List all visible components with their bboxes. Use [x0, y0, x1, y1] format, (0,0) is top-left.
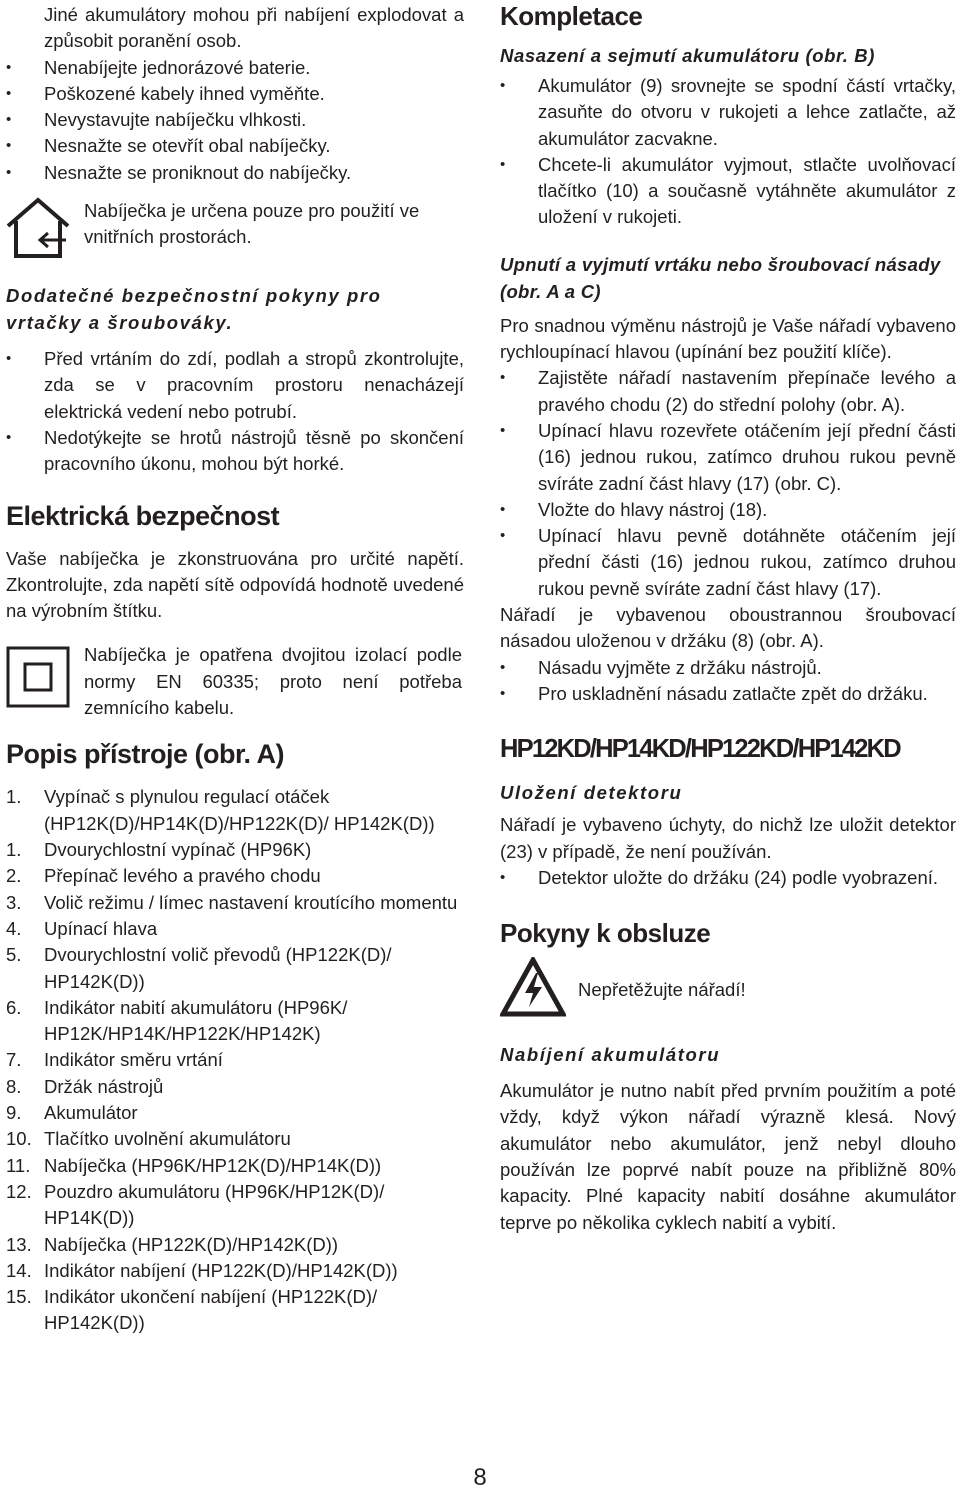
item-text: Indikátor nabití akumulátoru (HP96K/ HP12K/HP14K/HP122K/HP142K) — [44, 996, 348, 1045]
list-item — [6, 1179, 464, 1232]
list-item — [6, 1232, 464, 1258]
item-number: 11. — [6, 1154, 31, 1176]
list-item: • Násadu vyjměte z držáku nástrojů. — [500, 655, 956, 681]
item-number: 4. — [6, 917, 22, 939]
item-number: 12. — [6, 1180, 32, 1202]
item-text: Volič režimu / límec nastavení kroutícího momentu — [44, 891, 458, 913]
left-column — [6, 0, 464, 1337]
item-text: Držák nástrojů — [44, 1075, 164, 1097]
item-text: Pouzdro akumulátoru (HP96K/HP12K(D)/ HP14K(D)) — [44, 1180, 385, 1229]
intro-continuation: Jiné akumulátory mohou při nabíjení explodovat a způsobit poranění osob. — [44, 4, 464, 52]
battery-subheading: Nasazení a sejmutí akumulátoru (obr. B) — [500, 45, 875, 66]
item-number: 5. — [6, 944, 22, 966]
list-item — [6, 942, 464, 995]
list-item: • Nevystavujte nabíječku vlhkosti. — [6, 107, 464, 133]
extra-safety-list — [6, 346, 464, 477]
item-number: 7. — [6, 1049, 22, 1071]
item-text: Dvourychlostní vypínač (HP96K) — [44, 839, 312, 861]
item-number: 14. — [6, 1259, 32, 1281]
list-item: • Nesnažte se proniknout do nabíječky. — [6, 160, 464, 186]
item-text: Indikátor ukončení nabíjení (HP122K(D)/ HP142K(D)) — [44, 1286, 378, 1334]
list-item — [6, 890, 464, 916]
list-item: • Pro uskladnění násadu zatlačte zpět do držáku. — [500, 681, 956, 707]
electric-warning-icon — [500, 957, 566, 1017]
detector-list — [500, 865, 956, 891]
item-text: Vypínač s plynulou regulací otáček (HP12K(D)/HP14K(D)/HP122K(D)/ HP142K(D)) — [44, 786, 435, 834]
list-item: • Chcete-li akumulátor vyjmout, stlačte uvolňovací tlačítko (10) a současně vytáhněte akumulátor z uložení v rukojeti. — [500, 152, 956, 231]
holder-list — [500, 655, 956, 708]
list-item — [6, 1074, 464, 1100]
item-number: 8. — [6, 1075, 22, 1097]
item-number: 2. — [6, 865, 22, 887]
detector-subheading: Uložení detektoru — [500, 782, 683, 804]
bit-list — [500, 365, 956, 602]
item-text: Dvourychlostní volič převodů (HP122K(D)/ HP142K(D)) — [44, 944, 392, 992]
item-text: Indikátor směru vrtání — [44, 1049, 223, 1071]
charging-text: Akumulátor je nutno nabít před prvním použitím a poté vždy, když výkon nářadí výrazně klesá. Nový akumulátor nebo akumulátor, jenž nebyl dlouho používán lze poprvé nabít pouze na přibližně 80% kapacity. Plné kapacity nabití dosáhne akumulátor teprve po několika cyklech nabití a vybití. — [500, 1080, 956, 1233]
list-item — [6, 995, 464, 1048]
battery-list — [500, 73, 956, 231]
item-number: 1. — [6, 839, 22, 861]
list-item: • Upínací hlavu rozevřete otáčením její přední části (16) jednou rukou, zatímco druhou rukou pevně svíráte zadní část hlavy (17) (obr. C). — [500, 418, 956, 497]
list-item: • Poškozené kabely ihned vyměňte. — [6, 81, 464, 107]
item-text: Nabíječka (HP122K(D)/HP142K(D)) — [44, 1233, 339, 1255]
models-heading: HP12KD/HP14KD/HP122KD/HP142KD — [500, 735, 900, 764]
list-item — [6, 1258, 464, 1284]
right-column — [500, 0, 956, 1236]
item-number: 1. — [6, 786, 22, 808]
indoor-note-row — [6, 196, 464, 258]
list-item: • Před vrtáním do zdí, podlah a stropů zkontrolujte, zda se v pracovním prostoru nenacházejí elektrická vedení nebo potrubí. — [6, 346, 464, 425]
list-item: • Zajistěte nářadí nastavením přepínače levého a pravého chodu (2) do střední polohy (obr. A). — [500, 365, 956, 418]
operation-heading: Pokyny k obsluze — [500, 918, 711, 949]
item-number: 6. — [6, 996, 22, 1018]
charger-safety-list — [6, 55, 464, 186]
list-item — [6, 863, 464, 889]
item-text: Akumulátor — [44, 1102, 138, 1124]
list-item — [6, 1126, 464, 1152]
list-item: • Akumulátor (9) srovnejte se spodní částí vrtačky, zasuňte do otvoru v rukojeti a lehce zatlačte, až akumulátor zacvakne. — [500, 73, 956, 152]
indoor-note: Nabíječka je určena pouze pro použití ve vnitřních prostorách. — [84, 200, 420, 248]
list-item — [6, 1100, 464, 1126]
item-text: Upínací hlava — [44, 917, 158, 939]
parts-list — [6, 784, 464, 1336]
list-item: • Vložte do hlavy nástroj (18). — [500, 497, 956, 523]
item-number: 9. — [6, 1102, 22, 1124]
double-insulation-icon — [6, 646, 70, 708]
item-text: Tlačítko uvolnění akumulátoru — [44, 1128, 291, 1150]
electrical-safety-text: Vaše nabíječka je zkonstruována pro určité napětí. Zkontrolujte, zda napětí sítě odpovídá hodnotě uvedené na výrobním štítku. — [6, 547, 464, 622]
overload-note: Nepřetěžujte nářadí! — [578, 979, 746, 1001]
item-text: Indikátor nabíjení (HP122K(D)/HP142K(D)) — [44, 1259, 398, 1281]
list-item: • Nesnažte se otevřít obal nabíječky. — [6, 133, 464, 159]
bit-text: Pro snadnou výměnu nástrojů je Vaše nářadí vybaveno rychloupínací hlavou (upínání bez použití klíče). — [500, 314, 956, 363]
double-insulation-row — [6, 644, 464, 728]
electrical-safety-heading: Elektrická bezpečnost — [6, 500, 280, 531]
list-item — [6, 837, 464, 863]
list-item: • Upínací hlavu pevně dotáhněte otáčením její přední části (16) jednou rukou, zatímco druhou rukou pevně svíráte zadní část hlavy (17). — [500, 523, 956, 602]
list-item — [6, 916, 464, 942]
item-text: Nabíječka (HP96K/HP12K(D)/HP14K(D)) — [44, 1154, 382, 1176]
list-item: • Nenabíjejte jednorázové baterie. — [6, 55, 464, 81]
assembly-heading: Kompletace — [500, 1, 643, 31]
list-item — [6, 784, 464, 837]
list-item: • Detektor uložte do držáku (24) podle vyobrazení. — [500, 865, 956, 891]
bit-subheading: Upnutí a vyjmutí vrtáku nebo šroubovací násady (obr. A a C) — [500, 253, 941, 302]
house-indoor-icon — [4, 196, 72, 260]
list-item: • Nedotýkejte se hrotů nástrojů těsně po skončení pracovního úkonu, mohou být horké. — [6, 425, 464, 478]
detector-text: Nářadí je vybaveno úchyty, do nichž lze uložit detektor (23) v případě, že není používán. — [500, 814, 956, 862]
list-item — [6, 1284, 464, 1337]
double-insulation-note: Nabíječka je opatřena dvojitou izolací podle normy EN 60335; proto není potřeba zemnícího kabelu. — [84, 644, 462, 719]
item-number: 10. — [6, 1128, 32, 1150]
device-description-heading: Popis přístroje (obr. A) — [6, 739, 285, 770]
charging-subheading: Nabíjení akumulátoru — [500, 1044, 721, 1066]
extra-safety-heading: Dodatečné bezpečnostní pokyny pro vrtačky a šroubováky. — [6, 285, 382, 334]
page-number: 8 — [473, 1464, 487, 1491]
list-item — [6, 1047, 464, 1073]
holder-text: Nářadí je vybavenou oboustrannou šroubovací násadou uloženou v držáku (8) (obr. A). — [500, 604, 956, 652]
item-number: 3. — [6, 891, 22, 913]
item-number: 13. — [6, 1233, 32, 1255]
overload-warning-row — [500, 957, 956, 1021]
list-item — [6, 1153, 464, 1179]
item-number: 15. — [6, 1286, 32, 1308]
item-text: Přepínač levého a pravého chodu — [44, 865, 321, 887]
